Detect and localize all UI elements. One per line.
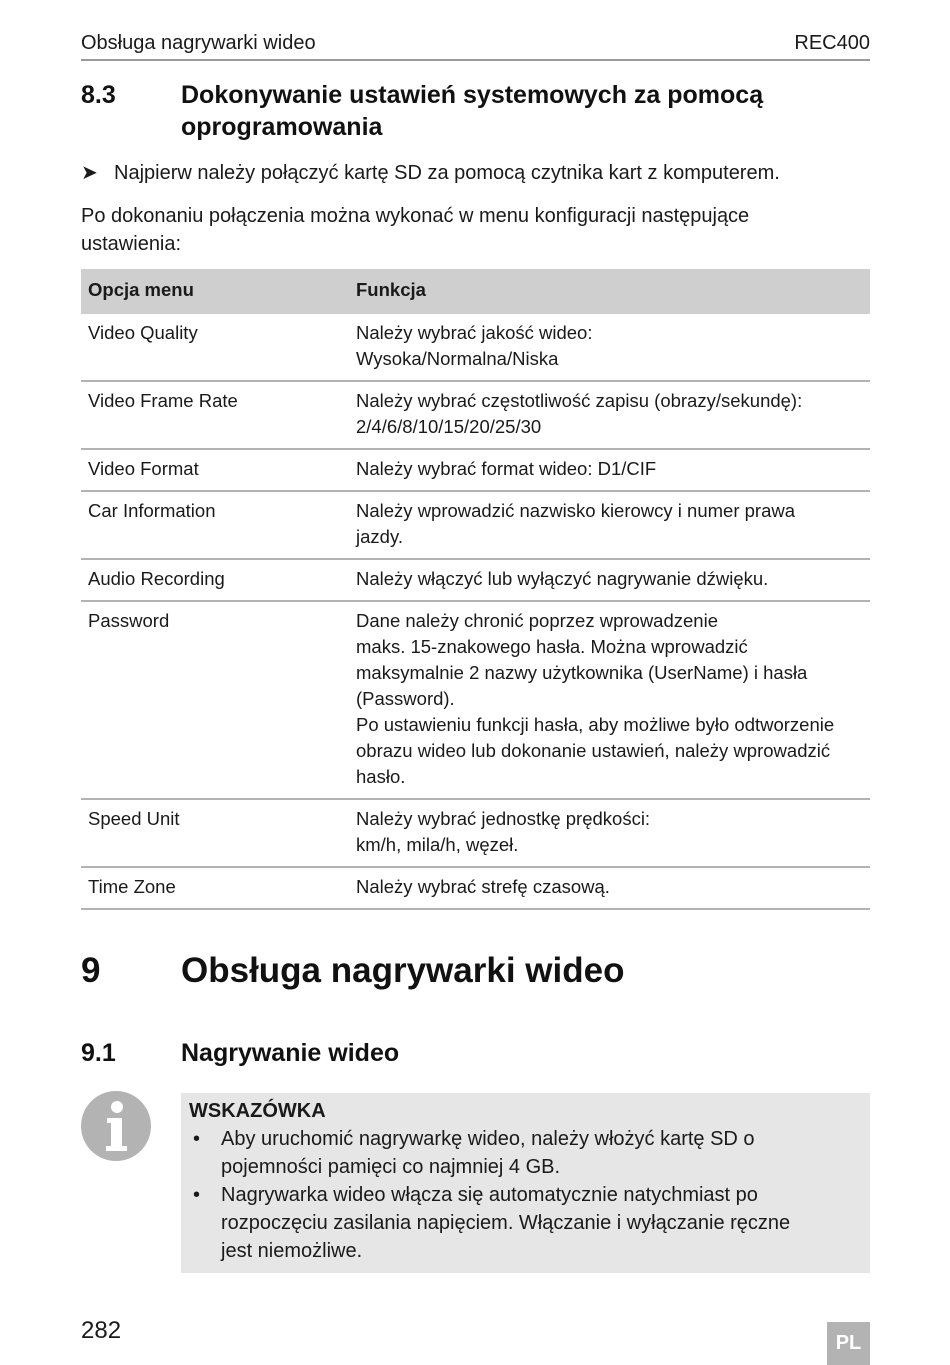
function-line: obrazu wideo lub dokonanie ustawień, należy wprowadzić bbox=[356, 740, 831, 761]
menu-option-cell: Audio Recording bbox=[81, 559, 349, 601]
section-title: Obsługa nagrywarki wideo bbox=[181, 951, 625, 990]
table-row bbox=[81, 314, 870, 381]
column-header-function: Funkcja bbox=[349, 269, 870, 314]
function-line: km/h, mila/h, węzeł. bbox=[356, 834, 519, 855]
list-item bbox=[189, 1181, 862, 1265]
table-row bbox=[81, 799, 870, 867]
section-title-line: oprogramowania bbox=[181, 113, 383, 141]
menu-option-cell: Video Format bbox=[81, 449, 349, 491]
function-line: Należy wybrać jednostkę prędkości: bbox=[356, 808, 651, 829]
function-line: Należy włączyć lub wyłączyć nagrywanie dźwięku. bbox=[356, 568, 769, 589]
function-line: Należy wybrać strefę czasową. bbox=[356, 876, 610, 897]
language-badge: PL bbox=[827, 1322, 870, 1365]
function-line: Po ustawieniu funkcji hasła, aby możliwe było odtworzenie bbox=[356, 714, 835, 735]
function-cell bbox=[349, 601, 870, 799]
header-model: REC400 bbox=[794, 32, 870, 54]
section-9-1-heading bbox=[81, 1037, 870, 1069]
menu-option-cell: Speed Unit bbox=[81, 799, 349, 867]
function-cell bbox=[349, 491, 870, 559]
note-list bbox=[189, 1125, 862, 1265]
function-cell bbox=[349, 381, 870, 449]
function-line: hasło. bbox=[356, 766, 406, 787]
section-title: Nagrywanie wideo bbox=[181, 1039, 400, 1067]
list-item bbox=[189, 1125, 862, 1181]
note-line: rozpoczęciu zasilania napięciem. Włączanie i wyłączanie ręczne bbox=[221, 1212, 791, 1234]
section-title-line: Dokonywanie ustawień systemowych za pomocą bbox=[181, 81, 764, 109]
function-line: (Password). bbox=[356, 688, 455, 709]
section-number: 8.3 bbox=[81, 81, 116, 109]
info-icon bbox=[81, 1091, 151, 1161]
header-chapter-title: Obsługa nagrywarki wideo bbox=[81, 32, 316, 54]
function-cell bbox=[349, 314, 870, 381]
note-line: Nagrywarka wideo włącza się automatycznie natychmiast po bbox=[221, 1184, 758, 1206]
page-header bbox=[81, 30, 870, 61]
function-line: Dane należy chronić poprzez wprowadzenie bbox=[356, 610, 718, 631]
menu-option-cell: Time Zone bbox=[81, 867, 349, 909]
intro-paragraph: Po dokonaniu połączenia można wykonać w menu konfiguracji następujące ustawienia: bbox=[81, 205, 750, 255]
function-cell bbox=[349, 559, 870, 601]
function-line: Należy wybrać częstotliwość zapisu (obrazy/sekundę): bbox=[356, 390, 803, 411]
note-box bbox=[181, 1093, 870, 1273]
section-number: 9 bbox=[81, 951, 101, 990]
table-header-row bbox=[81, 269, 870, 314]
menu-option-cell: Password bbox=[81, 601, 349, 799]
function-cell bbox=[349, 449, 870, 491]
instruction-text: Najpierw należy połączyć kartę SD za pomocą czytnika kart z komputerem. bbox=[114, 162, 780, 184]
note-line: jest niemożliwe. bbox=[221, 1240, 363, 1262]
menu-option-cell: Video Quality bbox=[81, 314, 349, 381]
settings-table bbox=[81, 269, 870, 910]
function-line: maksymalnie 2 nazwy użytkownika (UserName) i hasła bbox=[356, 662, 808, 683]
function-cell bbox=[349, 799, 870, 867]
note-line: Aby uruchomić nagrywarkę wideo, należy włożyć kartę SD o bbox=[221, 1128, 755, 1150]
table-row bbox=[81, 867, 870, 909]
note-title: WSKAZÓWKA bbox=[189, 1100, 326, 1122]
section-title bbox=[181, 79, 861, 143]
bullet-icon: • bbox=[193, 1184, 201, 1206]
function-line: Należy wybrać jakość wideo: bbox=[356, 322, 593, 343]
menu-option-cell: Video Frame Rate bbox=[81, 381, 349, 449]
function-line: Należy wprowadzić nazwisko kierowcy i numer prawa bbox=[356, 500, 796, 521]
section-9-heading bbox=[81, 948, 870, 994]
function-line: Wysoka/Normalna/Niska bbox=[356, 348, 559, 369]
arrow-icon: ➤ bbox=[81, 162, 98, 184]
function-line: jazdy. bbox=[356, 526, 403, 547]
note-line: pojemności pamięci co najmniej 4 GB. bbox=[221, 1156, 561, 1178]
column-header-option: Opcja menu bbox=[81, 269, 349, 314]
table-row bbox=[81, 601, 870, 799]
bullet-icon: • bbox=[193, 1128, 201, 1150]
table-row bbox=[81, 381, 870, 449]
table-row bbox=[81, 449, 870, 491]
instruction-step bbox=[81, 160, 870, 186]
table-row bbox=[81, 491, 870, 559]
function-line: 2/4/6/8/10/15/20/25/30 bbox=[356, 416, 542, 437]
function-cell bbox=[349, 867, 870, 909]
page-number: 282 bbox=[81, 1317, 122, 1344]
menu-option-cell: Car Information bbox=[81, 491, 349, 559]
section-number: 9.1 bbox=[81, 1039, 116, 1067]
function-line: Należy wybrać format wideo: D1/CIF bbox=[356, 458, 657, 479]
table-row bbox=[81, 559, 870, 601]
function-line: maks. 15-znakowego hasła. Można wprowadzić bbox=[356, 636, 748, 657]
